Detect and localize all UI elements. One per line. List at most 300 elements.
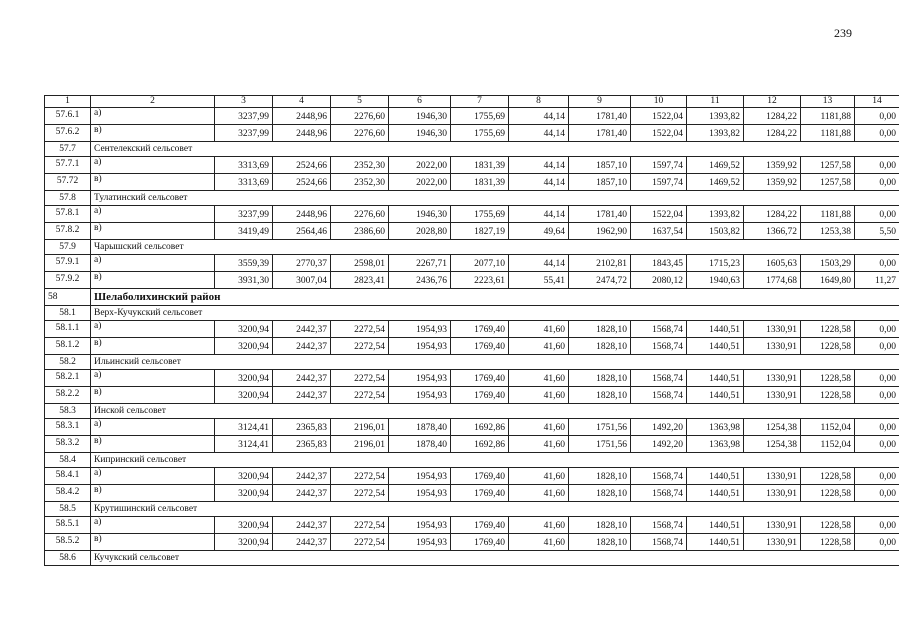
table-row (45, 338, 899, 355)
value-cell: 1257,58 (801, 157, 855, 174)
value-cell: 1330,91 (744, 370, 801, 387)
row-label: а) (91, 206, 215, 223)
value-cell: 2022,00 (389, 174, 451, 191)
value-cell: 1878,40 (389, 436, 451, 453)
column-number: 7 (451, 96, 509, 108)
section-row (45, 191, 899, 206)
column-number: 6 (389, 96, 451, 108)
row-number: 57.9.1 (45, 255, 91, 272)
value-cell: 1469,52 (687, 174, 744, 191)
table-row (45, 436, 899, 453)
table-row (45, 419, 899, 436)
value-cell: 1946,30 (389, 108, 451, 125)
value-cell: 1152,04 (801, 419, 855, 436)
row-label: в) (91, 125, 215, 142)
value-cell: 1828,10 (569, 321, 631, 338)
value-cell: 2365,83 (273, 419, 331, 436)
value-cell: 1440,51 (687, 387, 744, 404)
row-number: 57.9 (45, 240, 91, 255)
value-cell: 1878,40 (389, 419, 451, 436)
value-cell: 1228,58 (801, 370, 855, 387)
value-cell: 3931,30 (215, 272, 273, 289)
row-label: в) (91, 534, 215, 551)
value-cell: 1522,04 (631, 125, 687, 142)
row-number: 58.1.1 (45, 321, 91, 338)
value-cell: 2352,30 (331, 174, 389, 191)
value-cell: 2564,46 (273, 223, 331, 240)
value-cell: 44,14 (509, 157, 569, 174)
value-cell: 0,00 (855, 387, 899, 404)
row-number: 57.9.2 (45, 272, 91, 289)
value-cell: 2196,01 (331, 419, 389, 436)
row-label: а) (91, 255, 215, 272)
value-cell: 41,60 (509, 436, 569, 453)
table-row (45, 517, 899, 534)
value-cell: 1228,58 (801, 387, 855, 404)
table-row (45, 125, 899, 142)
row-label: а) (91, 321, 215, 338)
row-number: 58.5 (45, 502, 91, 517)
value-cell: 2272,54 (331, 370, 389, 387)
row-label: а) (91, 108, 215, 125)
value-cell: 2442,37 (273, 338, 331, 355)
value-cell: 2080,12 (631, 272, 687, 289)
row-number: 58.5.1 (45, 517, 91, 534)
row-label: а) (91, 468, 215, 485)
value-cell: 49,64 (509, 223, 569, 240)
section-title: Ильинский сельсовет (91, 355, 899, 370)
row-number: 58.6 (45, 551, 91, 566)
value-cell: 2448,96 (273, 206, 331, 223)
value-cell: 1828,10 (569, 468, 631, 485)
value-cell: 1522,04 (631, 108, 687, 125)
value-cell: 1692,86 (451, 436, 509, 453)
value-cell: 1597,74 (631, 174, 687, 191)
value-cell: 1440,51 (687, 370, 744, 387)
row-number: 57.6.1 (45, 108, 91, 125)
row-number: 58.5.2 (45, 534, 91, 551)
value-cell: 5,50 (855, 223, 899, 240)
value-cell: 1827,19 (451, 223, 509, 240)
value-cell: 0,00 (855, 125, 899, 142)
value-cell: 1363,98 (687, 436, 744, 453)
value-cell: 1330,91 (744, 534, 801, 551)
value-cell: 1769,40 (451, 370, 509, 387)
value-cell: 2442,37 (273, 370, 331, 387)
section-title: Чарышский сельсовет (91, 240, 899, 255)
value-cell: 1769,40 (451, 485, 509, 502)
row-label: а) (91, 419, 215, 436)
table-body (45, 96, 899, 566)
value-cell: 1755,69 (451, 206, 509, 223)
value-cell: 41,60 (509, 370, 569, 387)
table-row (45, 206, 899, 223)
district-row (45, 289, 899, 306)
value-cell: 2448,96 (273, 108, 331, 125)
value-cell: 1946,30 (389, 206, 451, 223)
value-cell: 0,00 (855, 517, 899, 534)
value-cell: 1857,10 (569, 174, 631, 191)
tariff-table (44, 95, 899, 566)
value-cell: 41,60 (509, 485, 569, 502)
row-number: 58.2.2 (45, 387, 91, 404)
value-cell: 3419,49 (215, 223, 273, 240)
value-cell: 1568,74 (631, 338, 687, 355)
table-row (45, 157, 899, 174)
value-cell: 44,14 (509, 174, 569, 191)
row-number: 58 (45, 289, 91, 306)
row-number: 58.1.2 (45, 338, 91, 355)
column-number: 14 (855, 96, 899, 108)
value-cell: 2272,54 (331, 485, 389, 502)
row-number: 58.3 (45, 404, 91, 419)
value-cell: 1228,58 (801, 338, 855, 355)
value-cell: 1946,30 (389, 125, 451, 142)
value-cell: 3124,41 (215, 419, 273, 436)
value-cell: 1954,93 (389, 534, 451, 551)
value-cell: 2770,37 (273, 255, 331, 272)
row-number: 57.8.2 (45, 223, 91, 240)
value-cell: 1181,88 (801, 206, 855, 223)
value-cell: 2448,96 (273, 125, 331, 142)
table-row (45, 485, 899, 502)
value-cell: 2272,54 (331, 387, 389, 404)
value-cell: 1962,90 (569, 223, 631, 240)
value-cell: 1751,56 (569, 419, 631, 436)
value-cell: 2272,54 (331, 321, 389, 338)
row-label: а) (91, 370, 215, 387)
row-number: 57.72 (45, 174, 91, 191)
value-cell: 1228,58 (801, 321, 855, 338)
value-cell: 1492,20 (631, 436, 687, 453)
value-cell: 1954,93 (389, 387, 451, 404)
value-cell: 2524,66 (273, 157, 331, 174)
table-row (45, 272, 899, 289)
section-title: Верх-Кучукский сельсовет (91, 306, 899, 321)
row-number: 58.3.2 (45, 436, 91, 453)
section-title: Инской сельсовет (91, 404, 899, 419)
value-cell: 1284,22 (744, 206, 801, 223)
value-cell: 2442,37 (273, 387, 331, 404)
value-cell: 1769,40 (451, 387, 509, 404)
value-cell: 2276,60 (331, 108, 389, 125)
value-cell: 3007,04 (273, 272, 331, 289)
value-cell: 2442,37 (273, 321, 331, 338)
value-cell: 1954,93 (389, 370, 451, 387)
value-cell: 2365,83 (273, 436, 331, 453)
value-cell: 1769,40 (451, 468, 509, 485)
column-number: 13 (801, 96, 855, 108)
value-cell: 0,00 (855, 206, 899, 223)
value-cell: 1649,80 (801, 272, 855, 289)
row-number: 57.8 (45, 191, 91, 206)
value-cell: 1393,82 (687, 125, 744, 142)
value-cell: 1492,20 (631, 419, 687, 436)
value-cell: 2196,01 (331, 436, 389, 453)
value-cell: 1330,91 (744, 321, 801, 338)
value-cell: 1954,93 (389, 321, 451, 338)
value-cell: 3200,94 (215, 468, 273, 485)
value-cell: 1692,86 (451, 419, 509, 436)
column-number: 8 (509, 96, 569, 108)
value-cell: 2442,37 (273, 534, 331, 551)
value-cell: 1828,10 (569, 338, 631, 355)
value-cell: 1568,74 (631, 517, 687, 534)
section-row (45, 142, 899, 157)
page-number: 239 (834, 26, 852, 40)
value-cell: 0,00 (855, 485, 899, 502)
value-cell: 1330,91 (744, 338, 801, 355)
value-cell: 1781,40 (569, 125, 631, 142)
value-cell: 1715,23 (687, 255, 744, 272)
value-cell: 1954,93 (389, 468, 451, 485)
value-cell: 1152,04 (801, 436, 855, 453)
value-cell: 3237,99 (215, 206, 273, 223)
row-number: 58.2 (45, 355, 91, 370)
value-cell: 1228,58 (801, 485, 855, 502)
value-cell: 1769,40 (451, 338, 509, 355)
value-cell: 1503,29 (801, 255, 855, 272)
value-cell: 1469,52 (687, 157, 744, 174)
value-cell: 1755,69 (451, 125, 509, 142)
value-cell: 1440,51 (687, 517, 744, 534)
value-cell: 1954,93 (389, 485, 451, 502)
row-number: 58.4.1 (45, 468, 91, 485)
value-cell: 2352,30 (331, 157, 389, 174)
value-cell: 1828,10 (569, 517, 631, 534)
row-number: 58.2.1 (45, 370, 91, 387)
value-cell: 2524,66 (273, 174, 331, 191)
value-cell: 0,00 (855, 468, 899, 485)
column-number: 10 (631, 96, 687, 108)
value-cell: 1954,93 (389, 517, 451, 534)
value-cell: 1831,39 (451, 174, 509, 191)
value-cell: 2272,54 (331, 517, 389, 534)
value-cell: 1769,40 (451, 321, 509, 338)
value-cell: 0,00 (855, 174, 899, 191)
column-number: 1 (45, 96, 91, 108)
value-cell: 0,00 (855, 419, 899, 436)
row-number: 58.3.1 (45, 419, 91, 436)
value-cell: 1228,58 (801, 468, 855, 485)
value-cell: 2272,54 (331, 338, 389, 355)
value-cell: 44,14 (509, 255, 569, 272)
value-cell: 1954,93 (389, 338, 451, 355)
value-cell: 41,60 (509, 534, 569, 551)
value-cell: 2474,72 (569, 272, 631, 289)
table-row (45, 370, 899, 387)
value-cell: 2028,80 (389, 223, 451, 240)
section-row (45, 502, 899, 517)
row-label: в) (91, 223, 215, 240)
column-number: 9 (569, 96, 631, 108)
value-cell: 1769,40 (451, 517, 509, 534)
value-cell: 1440,51 (687, 338, 744, 355)
value-cell: 1440,51 (687, 534, 744, 551)
section-row (45, 404, 899, 419)
value-cell: 41,60 (509, 387, 569, 404)
value-cell: 3237,99 (215, 108, 273, 125)
value-cell: 1568,74 (631, 468, 687, 485)
value-cell: 41,60 (509, 338, 569, 355)
row-number: 57.7 (45, 142, 91, 157)
value-cell: 2598,01 (331, 255, 389, 272)
value-cell: 1330,91 (744, 517, 801, 534)
value-cell: 1781,40 (569, 206, 631, 223)
value-cell: 1597,74 (631, 157, 687, 174)
value-cell: 0,00 (855, 157, 899, 174)
value-cell: 1440,51 (687, 321, 744, 338)
value-cell: 1228,58 (801, 517, 855, 534)
value-cell: 44,14 (509, 206, 569, 223)
value-cell: 2267,71 (389, 255, 451, 272)
value-cell: 1181,88 (801, 108, 855, 125)
value-cell: 3200,94 (215, 338, 273, 355)
value-cell: 0,00 (855, 108, 899, 125)
value-cell: 1254,38 (744, 419, 801, 436)
column-number: 11 (687, 96, 744, 108)
column-number: 4 (273, 96, 331, 108)
value-cell: 1568,74 (631, 534, 687, 551)
table-row (45, 223, 899, 240)
value-cell: 3200,94 (215, 517, 273, 534)
value-cell: 2077,10 (451, 255, 509, 272)
section-title: Сентелекский сельсовет (91, 142, 899, 157)
value-cell: 2386,60 (331, 223, 389, 240)
value-cell: 1828,10 (569, 534, 631, 551)
value-cell: 3313,69 (215, 174, 273, 191)
value-cell: 3200,94 (215, 370, 273, 387)
row-label: а) (91, 157, 215, 174)
value-cell: 1393,82 (687, 108, 744, 125)
value-cell: 2272,54 (331, 468, 389, 485)
value-cell: 1568,74 (631, 485, 687, 502)
value-cell: 1503,82 (687, 223, 744, 240)
value-cell: 1522,04 (631, 206, 687, 223)
value-cell: 1755,69 (451, 108, 509, 125)
value-cell: 1605,63 (744, 255, 801, 272)
row-label: в) (91, 338, 215, 355)
value-cell: 1940,63 (687, 272, 744, 289)
value-cell: 0,00 (855, 321, 899, 338)
section-row (45, 240, 899, 255)
section-title: Кучукский сельсовет (91, 551, 899, 566)
value-cell: 1774,68 (744, 272, 801, 289)
row-number: 57.7.1 (45, 157, 91, 174)
section-row (45, 306, 899, 321)
value-cell: 3313,69 (215, 157, 273, 174)
value-cell: 3559,39 (215, 255, 273, 272)
row-label: в) (91, 174, 215, 191)
row-number: 57.6.2 (45, 125, 91, 142)
value-cell: 2436,76 (389, 272, 451, 289)
value-cell: 1366,72 (744, 223, 801, 240)
value-cell: 1828,10 (569, 370, 631, 387)
value-cell: 1284,22 (744, 108, 801, 125)
column-number: 3 (215, 96, 273, 108)
value-cell: 2223,61 (451, 272, 509, 289)
row-number: 58.1 (45, 306, 91, 321)
row-number: 57.8.1 (45, 206, 91, 223)
value-cell: 41,60 (509, 419, 569, 436)
section-row (45, 453, 899, 468)
value-cell: 1228,58 (801, 534, 855, 551)
column-number: 5 (331, 96, 389, 108)
value-cell: 1751,56 (569, 436, 631, 453)
table-row (45, 108, 899, 125)
row-label: в) (91, 436, 215, 453)
row-number: 58.4 (45, 453, 91, 468)
section-row (45, 551, 899, 566)
value-cell: 1257,58 (801, 174, 855, 191)
value-cell: 1440,51 (687, 485, 744, 502)
row-number: 58.4.2 (45, 485, 91, 502)
value-cell: 1254,38 (744, 436, 801, 453)
value-cell: 1781,40 (569, 108, 631, 125)
value-cell: 3200,94 (215, 387, 273, 404)
value-cell: 1440,51 (687, 468, 744, 485)
value-cell: 0,00 (855, 534, 899, 551)
table-row (45, 468, 899, 485)
value-cell: 1769,40 (451, 534, 509, 551)
row-label: в) (91, 485, 215, 502)
value-cell: 41,60 (509, 517, 569, 534)
value-cell: 2442,37 (273, 517, 331, 534)
value-cell: 3237,99 (215, 125, 273, 142)
value-cell: 2442,37 (273, 468, 331, 485)
value-cell: 1828,10 (569, 485, 631, 502)
value-cell: 41,60 (509, 321, 569, 338)
value-cell: 1359,92 (744, 157, 801, 174)
value-cell: 1330,91 (744, 387, 801, 404)
value-cell: 1831,39 (451, 157, 509, 174)
value-cell: 1568,74 (631, 321, 687, 338)
value-cell: 1828,10 (569, 387, 631, 404)
value-cell: 1330,91 (744, 485, 801, 502)
value-cell: 44,14 (509, 108, 569, 125)
table-row (45, 321, 899, 338)
value-cell: 3124,41 (215, 436, 273, 453)
value-cell: 1843,45 (631, 255, 687, 272)
row-label: в) (91, 272, 215, 289)
value-cell: 2276,60 (331, 125, 389, 142)
value-cell: 55,41 (509, 272, 569, 289)
row-label: а) (91, 517, 215, 534)
value-cell: 1330,91 (744, 468, 801, 485)
value-cell: 0,00 (855, 436, 899, 453)
value-cell: 44,14 (509, 125, 569, 142)
value-cell: 2823,41 (331, 272, 389, 289)
value-cell: 1568,74 (631, 387, 687, 404)
row-label: в) (91, 387, 215, 404)
section-title: Кипринский сельсовет (91, 453, 899, 468)
value-cell: 3200,94 (215, 485, 273, 502)
value-cell: 0,00 (855, 338, 899, 355)
value-cell: 1284,22 (744, 125, 801, 142)
column-number-row (45, 96, 899, 108)
section-title: Крутишинский сельсовет (91, 502, 899, 517)
value-cell: 1181,88 (801, 125, 855, 142)
value-cell: 1363,98 (687, 419, 744, 436)
value-cell: 1857,10 (569, 157, 631, 174)
value-cell: 1359,92 (744, 174, 801, 191)
value-cell: 11,27 (855, 272, 899, 289)
column-number: 2 (91, 96, 215, 108)
value-cell: 3200,94 (215, 534, 273, 551)
district-title: Шелаболихинский район (91, 289, 899, 306)
value-cell: 1253,38 (801, 223, 855, 240)
column-number: 12 (744, 96, 801, 108)
